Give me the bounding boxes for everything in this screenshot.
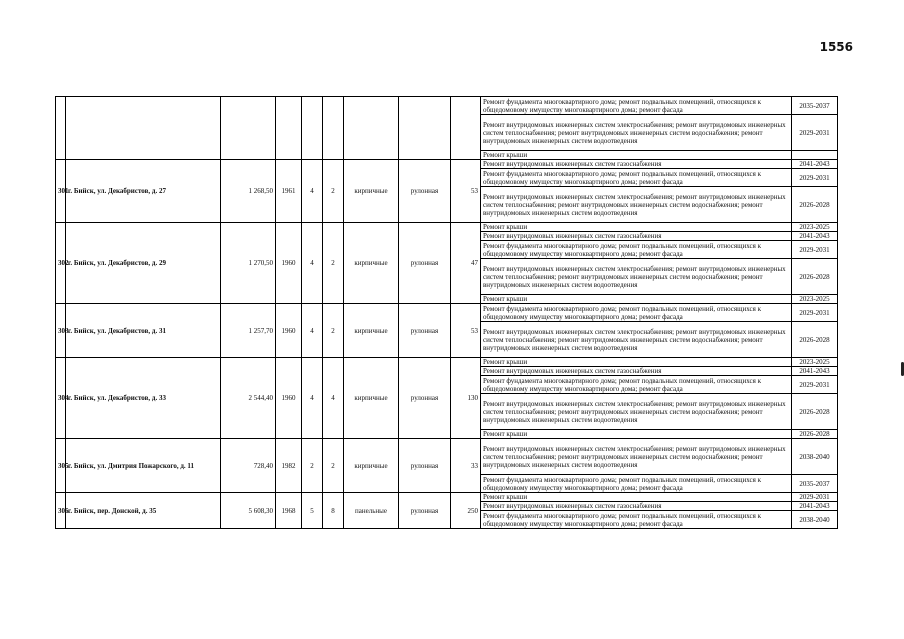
address: г. Бийск, ул. Дмитрия Пожарского, д. 11	[66, 439, 221, 493]
row-number: 302	[56, 223, 66, 304]
table-row	[56, 223, 838, 232]
flats-count: 250	[451, 493, 481, 529]
address: г. Бийск, ул. Декабристов, д. 33	[66, 358, 221, 439]
repair-schedule-table	[55, 96, 838, 529]
work-period: 2023-2025	[792, 358, 838, 367]
table-row	[56, 304, 838, 322]
floors: 4	[302, 304, 323, 358]
work-type: Ремонт фундамента многоквартирного дома; ремонт подвальных помещений, относящихся к общедомовому имуществу многоквартирного дома; ремонт фасада	[481, 304, 792, 322]
floors: 2	[302, 439, 323, 493]
work-type: Ремонт внутридомовых инженерных систем электроснабжения; ремонт внутридомовых инженерных систем теплоснабжения; ремонт внутридомовых инженерных систем водоснабжения; ремонт внутридомовых инженерных систем водоотведения	[481, 322, 792, 358]
wall-material: кирпичные	[344, 439, 399, 493]
year-built: 1961	[276, 160, 302, 223]
work-period: 2026-2028	[792, 430, 838, 439]
entrances: 2	[323, 304, 344, 358]
wall-material: панельные	[344, 493, 399, 529]
table-row	[56, 97, 838, 115]
year-built: 1960	[276, 358, 302, 439]
flats-count: 130	[451, 358, 481, 439]
floors: 4	[302, 223, 323, 304]
roof-type: рулонная	[399, 304, 451, 358]
roof-type: рулонная	[399, 358, 451, 439]
wall-material: кирпичные	[344, 304, 399, 358]
work-type: Ремонт крыши	[481, 430, 792, 439]
roof-type: рулонная	[399, 439, 451, 493]
work-type: Ремонт внутридомовых инженерных систем электроснабжения; ремонт внутридомовых инженерных систем теплоснабжения; ремонт внутридомовых инженерных систем водоснабжения; ремонт внутридомовых инженерных систем водоотведения	[481, 187, 792, 223]
work-type: Ремонт внутридомовых инженерных систем газоснабжения	[481, 160, 792, 169]
row-number: 306	[56, 493, 66, 529]
work-period: 2041-2043	[792, 502, 838, 511]
work-type: Ремонт внутридомовых инженерных систем электроснабжения; ремонт внутридомовых инженерных систем теплоснабжения; ремонт внутридомовых инженерных систем водоснабжения; ремонт внутридомовых инженерных систем водоотведения	[481, 439, 792, 475]
work-type: Ремонт крыши	[481, 493, 792, 502]
work-period: 2041-2043	[792, 160, 838, 169]
wall-material: кирпичные	[344, 358, 399, 439]
work-type: Ремонт крыши	[481, 358, 792, 367]
entrances: 4	[323, 358, 344, 439]
entrances: 2	[323, 439, 344, 493]
work-period: 2026-2028	[792, 187, 838, 223]
cell-empty	[323, 97, 344, 160]
work-type: Ремонт фундамента многоквартирного дома; ремонт подвальных помещений, относящихся к общедомовому имуществу многоквартирного дома; ремонт фасада	[481, 475, 792, 493]
cell-empty	[302, 97, 323, 160]
table-row	[56, 358, 838, 367]
work-period: 2023-2025	[792, 223, 838, 232]
wall-material: кирпичные	[344, 160, 399, 223]
work-type: Ремонт внутридомовых инженерных систем газоснабжения	[481, 232, 792, 241]
address: г. Бийск, ул. Декабристов, д. 31	[66, 304, 221, 358]
table-row	[56, 160, 838, 169]
area: 2 544,40	[221, 358, 276, 439]
work-type: Ремонт фундамента многоквартирного дома; ремонт подвальных помещений, относящихся к общедомовому имуществу многоквартирного дома; ремонт фасада	[481, 511, 792, 529]
row-number: 301	[56, 160, 66, 223]
work-period: 2029-2031	[792, 241, 838, 259]
work-type: Ремонт внутридомовых инженерных систем электроснабжения; ремонт внутридомовых инженерных систем теплоснабжения; ремонт внутридомовых инженерных систем водоснабжения; ремонт внутридомовых инженерных систем водоотведения	[481, 115, 792, 151]
work-period: 2041-2043	[792, 367, 838, 376]
work-period: 2041-2043	[792, 232, 838, 241]
cell-empty	[399, 97, 451, 160]
year-built: 1960	[276, 223, 302, 304]
work-period: 2038-2040	[792, 511, 838, 529]
entrances: 8	[323, 493, 344, 529]
flats-count: 53	[451, 304, 481, 358]
roof-type: рулонная	[399, 223, 451, 304]
flats-count: 53	[451, 160, 481, 223]
wall-material: кирпичные	[344, 223, 399, 304]
work-period: 2038-2040	[792, 439, 838, 475]
work-period: 2029-2031	[792, 493, 838, 502]
year-built: 1982	[276, 439, 302, 493]
area: 1 268,50	[221, 160, 276, 223]
work-period: 2035-2037	[792, 97, 838, 115]
entrances: 2	[323, 160, 344, 223]
work-period: 2029-2031	[792, 304, 838, 322]
floors: 4	[302, 358, 323, 439]
work-period: 2029-2031	[792, 376, 838, 394]
address: г. Бийск, пер. Донской, д. 35	[66, 493, 221, 529]
page-number: 1556	[819, 40, 853, 54]
work-type: Ремонт крыши	[481, 223, 792, 232]
cell-empty	[221, 97, 276, 160]
row-number: 305	[56, 439, 66, 493]
work-period: 2026-2028	[792, 394, 838, 430]
cell-empty	[56, 97, 66, 160]
floors: 5	[302, 493, 323, 529]
area: 728,40	[221, 439, 276, 493]
roof-type: рулонная	[399, 160, 451, 223]
year-built: 1968	[276, 493, 302, 529]
work-period: 2035-2037	[792, 475, 838, 493]
cell-empty	[276, 97, 302, 160]
work-type: Ремонт внутридомовых инженерных систем электроснабжения; ремонт внутридомовых инженерных систем теплоснабжения; ремонт внутридомовых инженерных систем водоснабжения; ремонт внутридомовых инженерных систем водоотведения	[481, 394, 792, 430]
year-built: 1960	[276, 304, 302, 358]
table-row	[56, 439, 838, 475]
flats-count: 47	[451, 223, 481, 304]
entrances: 2	[323, 223, 344, 304]
work-type: Ремонт фундамента многоквартирного дома; ремонт подвальных помещений, относящихся к общедомовому имуществу многоквартирного дома; ремонт фасада	[481, 169, 792, 187]
floors: 4	[302, 160, 323, 223]
flats-count: 33	[451, 439, 481, 493]
work-type: Ремонт крыши	[481, 295, 792, 304]
address: г. Бийск, ул. Декабристов, д. 27	[66, 160, 221, 223]
work-type: Ремонт фундамента многоквартирного дома; ремонт подвальных помещений, относящихся к общедомовому имуществу многоквартирного дома; ремонт фасада	[481, 97, 792, 115]
cell-empty	[66, 97, 221, 160]
roof-type: рулонная	[399, 493, 451, 529]
work-period: 2023-2025	[792, 295, 838, 304]
work-period: 2026-2028	[792, 259, 838, 295]
area: 1 257,70	[221, 304, 276, 358]
row-number: 303	[56, 304, 66, 358]
work-type: Ремонт фундамента многоквартирного дома; ремонт подвальных помещений, относящихся к общедомовому имуществу многоквартирного дома; ремонт фасада	[481, 376, 792, 394]
row-number: 304	[56, 358, 66, 439]
cell-empty	[344, 97, 399, 160]
work-type: Ремонт крыши	[481, 151, 792, 160]
work-type: Ремонт внутридомовых инженерных систем газоснабжения	[481, 367, 792, 376]
table-row	[56, 493, 838, 502]
work-period	[792, 151, 838, 160]
area: 1 270,50	[221, 223, 276, 304]
work-type: Ремонт внутридомовых инженерных систем электроснабжения; ремонт внутридомовых инженерных систем теплоснабжения; ремонт внутридомовых инженерных систем водоснабжения; ремонт внутридомовых инженерных систем водоотведения	[481, 259, 792, 295]
work-period: 2026-2028	[792, 322, 838, 358]
cell-empty	[451, 97, 481, 160]
work-period: 2029-2031	[792, 115, 838, 151]
address: г. Бийск, ул. Декабристов, д. 29	[66, 223, 221, 304]
work-type: Ремонт фундамента многоквартирного дома; ремонт подвальных помещений, относящихся к общедомовому имуществу многоквартирного дома; ремонт фасада	[481, 241, 792, 259]
work-type: Ремонт внутридомовых инженерных систем газоснабжения	[481, 502, 792, 511]
area: 5 608,30	[221, 493, 276, 529]
work-period: 2029-2031	[792, 169, 838, 187]
